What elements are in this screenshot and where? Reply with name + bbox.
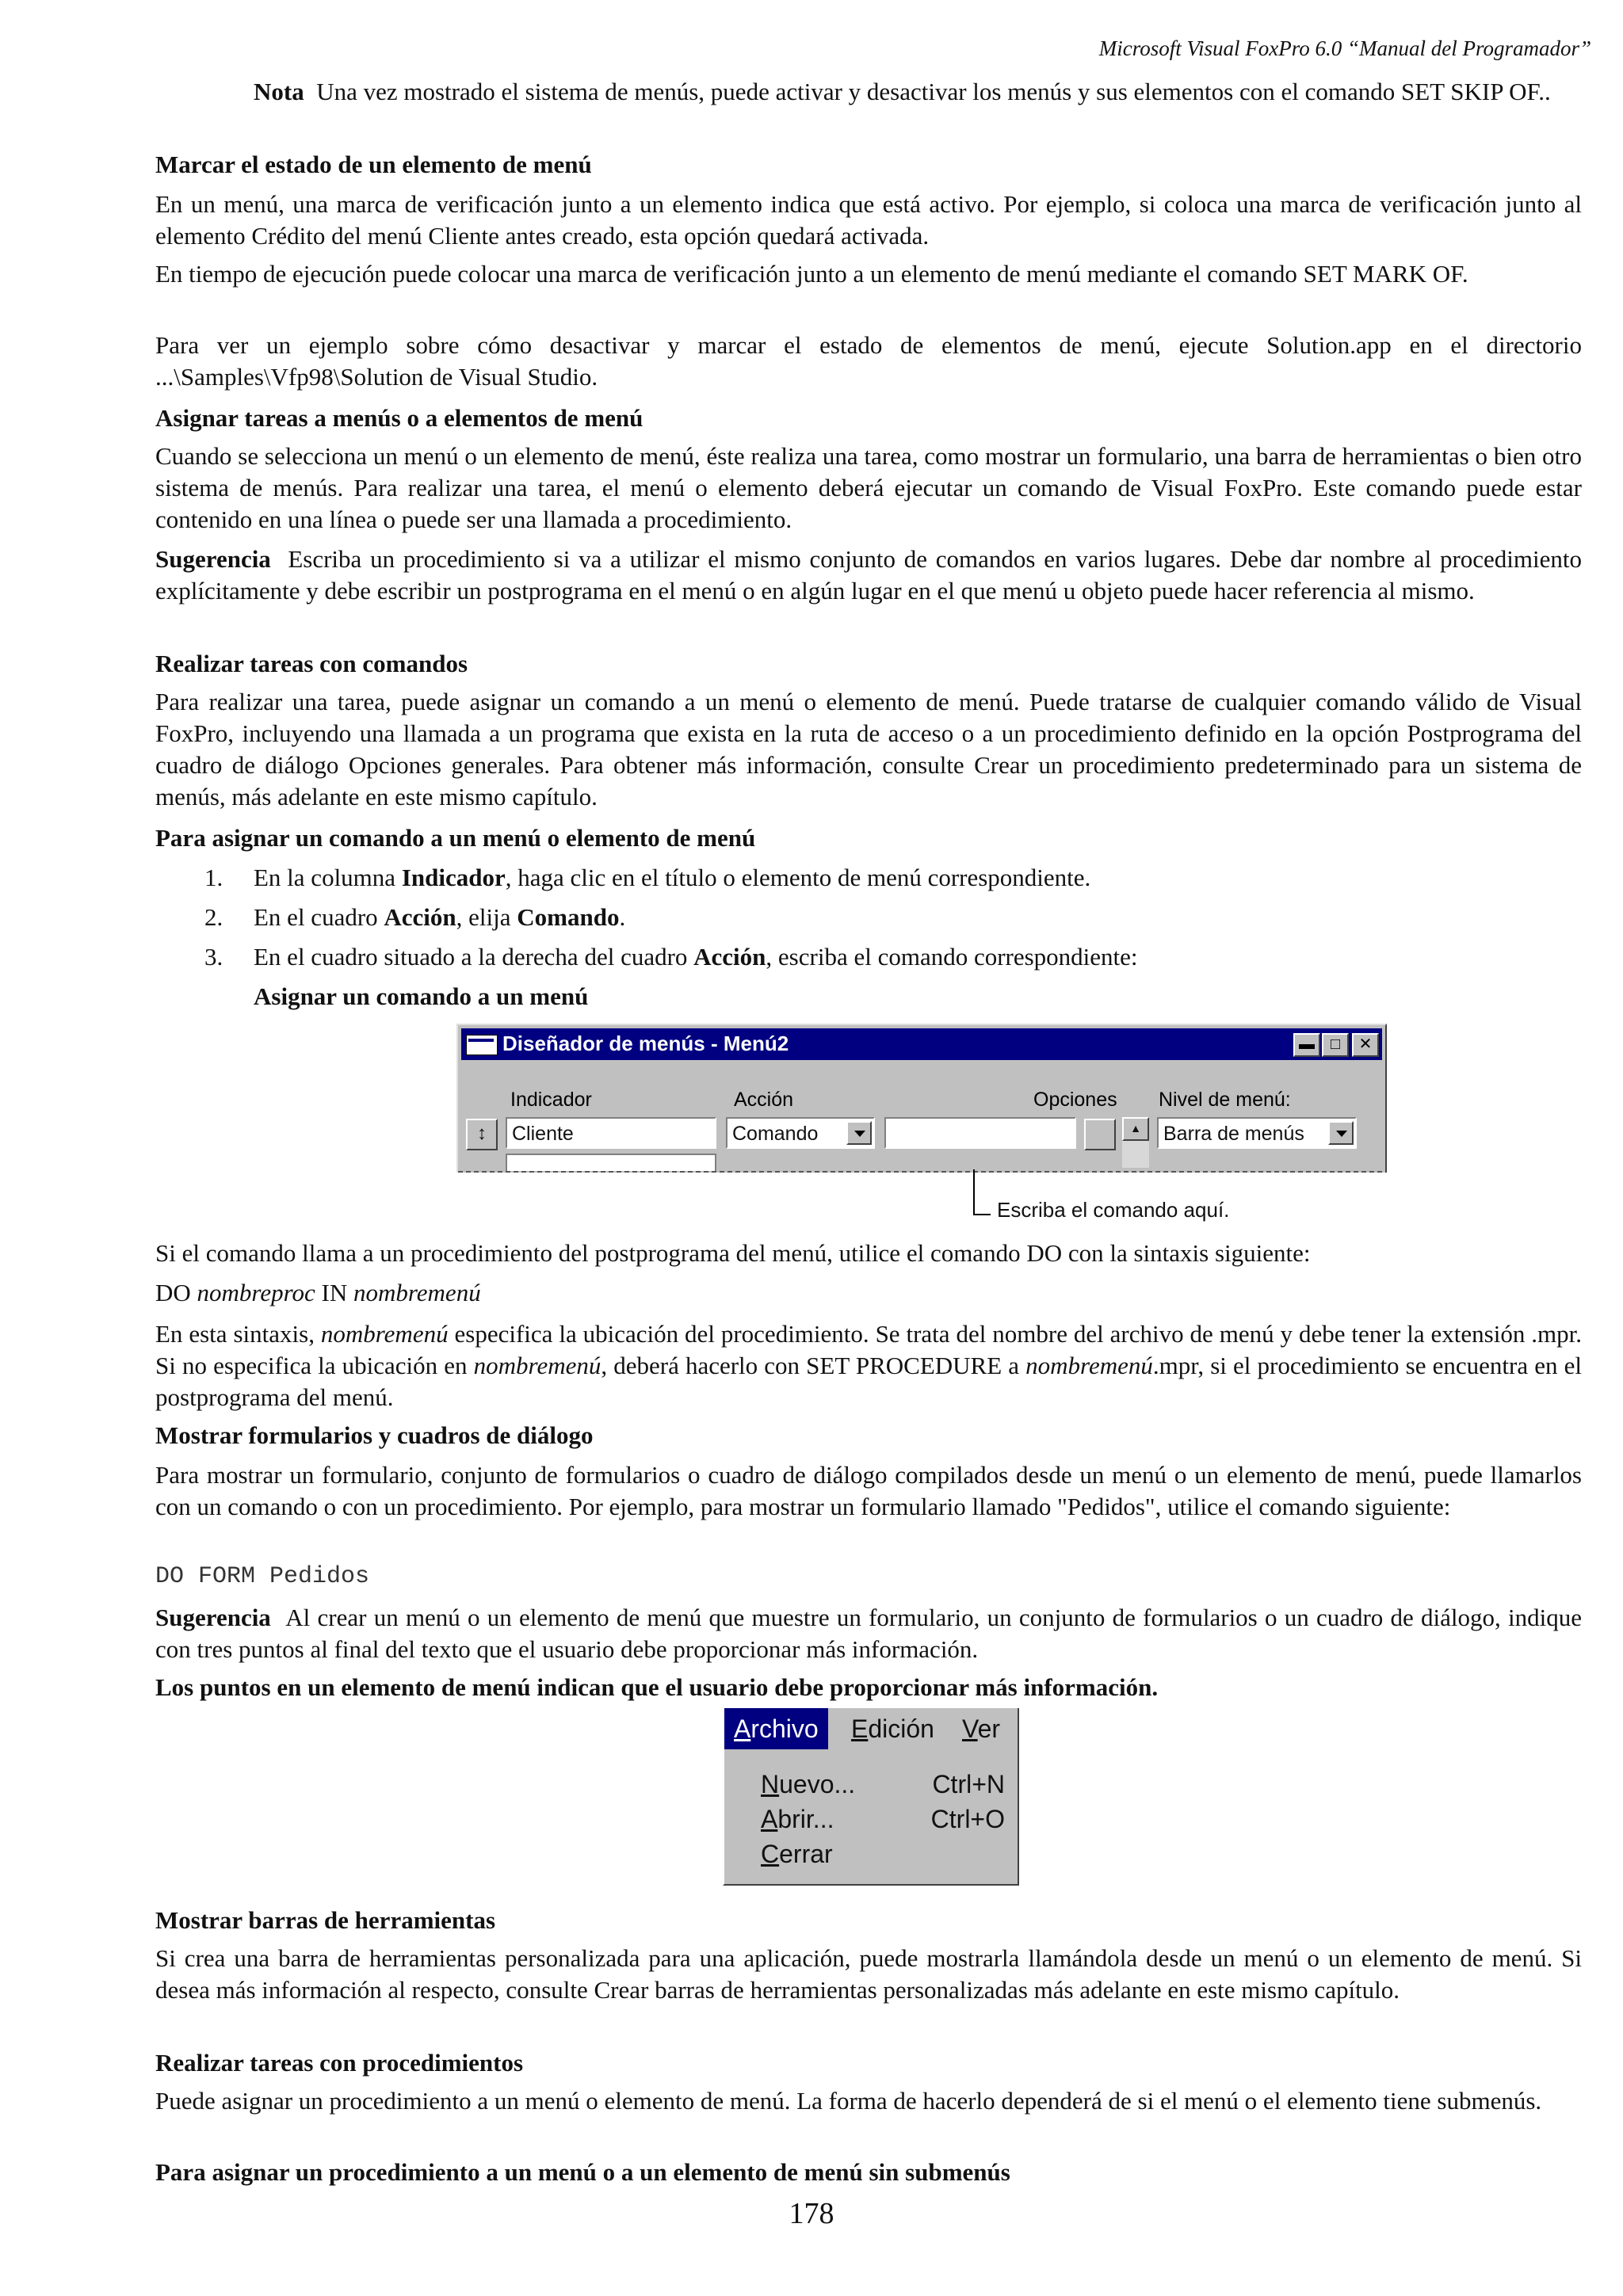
paragraph-realizar-proc: Puede asignar un procedimiento a un menú o elemento de menú. La forma de hacerlo dependerá de si el menú o el elemento tiene submenús. <box>155 2087 1542 2115</box>
shortcut: Ctrl+O <box>930 1805 1005 1833</box>
text-run: especifica la ubicación del procedimiento. Se trata del nombre del archivo de menú y debe tener la extensión .mpr. Si no especifica la ubicación en <box>155 1320 1582 1379</box>
file-menu-figure <box>723 1708 1019 1886</box>
running-header: Microsoft Visual FoxPro 6.0 “Manual del Programador” <box>1098 36 1591 60</box>
menu-archivo[interactable] <box>724 1708 828 1749</box>
heading-realizar-proc: Realizar tareas con procedimientos <box>155 2049 524 2077</box>
text-run: , deberá hacerlo con SET PROCEDURE a <box>601 1352 1026 1379</box>
heading-asignar: Asignar tareas a menús o a elementos de menú <box>155 404 643 432</box>
chevron-down-icon[interactable] <box>846 1121 872 1145</box>
nivel-label: Nivel de menú: <box>1159 1089 1291 1111</box>
step-text: En el cuadro <box>254 903 384 931</box>
paragraph-realizar: Para realizar una tarea, puede asignar un comando a un menú o elemento de menú. Puede tratarse de cualquier comando válido de Visual FoxPro, incluyendo una llamada a un programa que exista en la ruta de acceso o a un procedimiento definido en la opción Postprograma del cuadro de diálogo Opciones generales. Para obtener más información, consulte Crear un procedimiento predeterminado para un sistema de menús, más adelante en este mismo capítulo. <box>155 688 1582 810</box>
maximize-icon[interactable]: □ <box>1322 1033 1349 1057</box>
heading-mostrar-form: Mostrar formularios y cuadros de diálogo <box>155 1421 594 1449</box>
accion-select[interactable] <box>726 1117 875 1149</box>
note-label: Nota <box>254 78 304 105</box>
syntax-param: nombreproc <box>197 1279 315 1306</box>
syntax-line <box>155 1277 1582 1309</box>
step-bold: Indicador <box>401 864 506 891</box>
menu-item-nuevo[interactable] <box>761 1770 1011 1799</box>
step-text: En el cuadro situado a la derecha del cuadro <box>254 943 694 971</box>
tip-text: Escriba un procedimiento si va a utilizar el mismo conjunto de comandos en varios lugares. Debe dar nombre al procedimiento explícitamente y debe escribir un postprograma en el menú o en algún lugar en el que menú u objeto puede hacer referencia al mismo. <box>155 545 1582 605</box>
menu-ver[interactable] <box>962 1714 1000 1744</box>
step-text: , elija <box>456 903 517 931</box>
heading-marcar: Marcar el estado de un elemento de menú <box>155 151 592 178</box>
list-number: 1. <box>204 864 223 891</box>
note-text: Una vez mostrado el sistema de menús, puede activar y desactivar los menús y sus elementos con el comando SET SKIP OF.. <box>316 78 1551 105</box>
step-bold: Acción <box>384 903 456 931</box>
menu-item-label: errar <box>779 1840 833 1868</box>
step-text: , haga clic en el título o elemento de menú correspondiente. <box>505 864 1091 891</box>
syntax-text: DO <box>155 1279 197 1306</box>
text-run: .mpr, si el procedimiento se encuentra en el postprograma del menú. <box>155 1352 1582 1411</box>
mnemonic: V <box>962 1714 978 1743</box>
menu-designer-window <box>456 1024 1387 1173</box>
heading-para-asignar: Para asignar un comando a un menú o elemento de menú <box>155 824 756 852</box>
mnemonic: N <box>761 1770 780 1798</box>
indicador-label: Indicador <box>510 1089 592 1111</box>
step-bold: Acción <box>693 943 766 971</box>
text-italic: nombremenú <box>1025 1352 1153 1379</box>
tip-label: Sugerencia <box>155 545 271 573</box>
options-button[interactable] <box>1084 1119 1116 1150</box>
list-number: 2. <box>204 903 223 931</box>
nivel-select-value: Barra de menús <box>1163 1123 1304 1145</box>
paragraph-sintaxis <box>155 1318 1582 1413</box>
close-icon[interactable]: ✕ <box>1352 1033 1379 1057</box>
app-icon <box>466 1035 498 1055</box>
window-titlebar <box>461 1028 1382 1060</box>
tip-text: Al crear un menú o un elemento de menú que muestre un formulario, un conjunto de formularios o un cuadro de diálogo, indique con tres puntos al final del texto que el usuario debe proporcionar más información. <box>155 1604 1583 1663</box>
paragraph-marcar-2: En tiempo de ejecución puede colocar una marca de verificación junto a un elemento de menú mediante el comando SET MARK OF. <box>155 260 1468 288</box>
mnemonic: A <box>761 1805 778 1833</box>
step-text: En la columna <box>254 864 402 891</box>
menu-label: rchivo <box>750 1714 819 1743</box>
mnemonic: A <box>734 1714 751 1743</box>
mnemonic: C <box>761 1840 780 1868</box>
heading-para-asignar-proc: Para asignar un procedimiento a un menú o a un elemento de menú sin submenús <box>155 2158 1010 2186</box>
syntax-param: nombremenú <box>353 1279 481 1306</box>
next-row-field <box>506 1154 716 1171</box>
nivel-select[interactable] <box>1157 1117 1357 1149</box>
paragraph-asignar: Cuando se selecciona un menú o un elemento de menú, éste realiza una tarea, como mostrar un formulario, una barra de herramientas o bien otro sistema de menús. Para realizar una tarea, el menú o elemento deberá ejecutar un comando de Visual FoxPro. Este comando puede estar contenido en una línea o puede ser una llamada a procedimiento. <box>155 442 1582 533</box>
scrollbar[interactable] <box>1122 1117 1149 1168</box>
text-italic: nombremenú <box>473 1352 601 1379</box>
paragraph-mostrar-form: Para mostrar un formulario, conjunto de formularios o cuadro de diálogo compilados desde un menú o un elemento de menú, puede llamarlos con un comando o con un procedimiento. Por ejemplo, para mostrar un formulario llamado "Pedidos", utilice el comando siguiente: <box>155 1461 1582 1520</box>
opciones-label: Opciones <box>1033 1089 1117 1111</box>
step-text: . <box>619 903 626 931</box>
figure-caption-2: Los puntos en un elemento de menú indican que el usuario debe proporcionar más información. <box>155 1673 1159 1701</box>
paragraph-do: Si el comando llama a un procedimiento del postprograma del menú, utilice el comando DO con la sintaxis siguiente: <box>155 1239 1311 1267</box>
menu-item-label: brir... <box>777 1805 834 1833</box>
paragraph-marcar-3: Para ver un ejemplo sobre cómo desactivar y marcar el estado de elementos de menú, ejecute Solution.app en el directorio ...\Samples\Vfp98\Solution de Visual Studio. <box>155 331 1582 391</box>
dashed-divider <box>458 1171 1382 1173</box>
scroll-up-icon[interactable]: ▲ <box>1122 1117 1149 1141</box>
menu-item-abrir[interactable] <box>761 1805 1011 1834</box>
chevron-down-icon[interactable] <box>1328 1121 1354 1145</box>
window-title: Diseñador de menús - Menú2 <box>502 1032 789 1055</box>
heading-realizar: Realizar tareas con comandos <box>155 650 468 677</box>
callout-line <box>973 1169 975 1215</box>
shortcut: Ctrl+N <box>932 1770 1005 1798</box>
tip-paragraph-2 <box>155 1602 1582 1665</box>
step-text: , escriba el comando correspondiente: <box>766 943 1138 971</box>
accion-label: Acción <box>734 1089 794 1111</box>
tip-paragraph-1 <box>155 543 1582 607</box>
paragraph-marcar-1: En un menú, una marca de verificación junto a un elemento indica que está activo. Por ejemplo, si coloca una marca de verificación junto al elemento Crédito del menú Cliente antes creado, esta opción quedará activada. <box>155 190 1582 250</box>
menu-item-cerrar[interactable] <box>761 1840 1011 1869</box>
accion-select-value: Comando <box>732 1123 819 1145</box>
menu-label: dición <box>868 1714 934 1743</box>
text-italic: nombremenú <box>320 1320 449 1348</box>
syntax-text: IN <box>315 1279 353 1306</box>
command-input[interactable] <box>884 1117 1076 1149</box>
menu-bar <box>724 1708 1018 1749</box>
paragraph-mostrar-barras: Si crea una barra de herramientas personalizada para una aplicación, puede mostrarla llamándola desde un menú o un elemento de menú. Si desea más información al respecto, consulte Crear barras de herramientas personalizadas más adelante en este mismo capítulo. <box>155 1944 1582 2004</box>
text-run: En esta sintaxis, <box>155 1320 321 1348</box>
menu-label: er <box>977 1714 1001 1743</box>
move-handle-icon[interactable]: ↕ <box>466 1119 498 1150</box>
figure-caption-1: Asignar un comando a un menú <box>254 982 589 1010</box>
menu-edicion[interactable] <box>851 1714 934 1744</box>
tip-label: Sugerencia <box>155 1604 271 1631</box>
menu-item-label: uevo... <box>779 1770 856 1798</box>
page-number: 178 <box>789 2197 834 2230</box>
indicador-input[interactable]: Cliente <box>506 1117 716 1149</box>
list-number: 3. <box>204 943 223 971</box>
callout-text: Escriba el comando aquí. <box>997 1198 1230 1222</box>
step-bold: Comando <box>517 903 620 931</box>
callout-line <box>973 1214 991 1215</box>
heading-mostrar-barras: Mostrar barras de herramientas <box>155 1906 496 1934</box>
code-line: DO FORM Pedidos <box>155 1563 370 1590</box>
minimize-icon[interactable]: ▬ <box>1293 1033 1320 1057</box>
note-paragraph <box>254 76 1582 108</box>
mnemonic: E <box>851 1714 869 1743</box>
